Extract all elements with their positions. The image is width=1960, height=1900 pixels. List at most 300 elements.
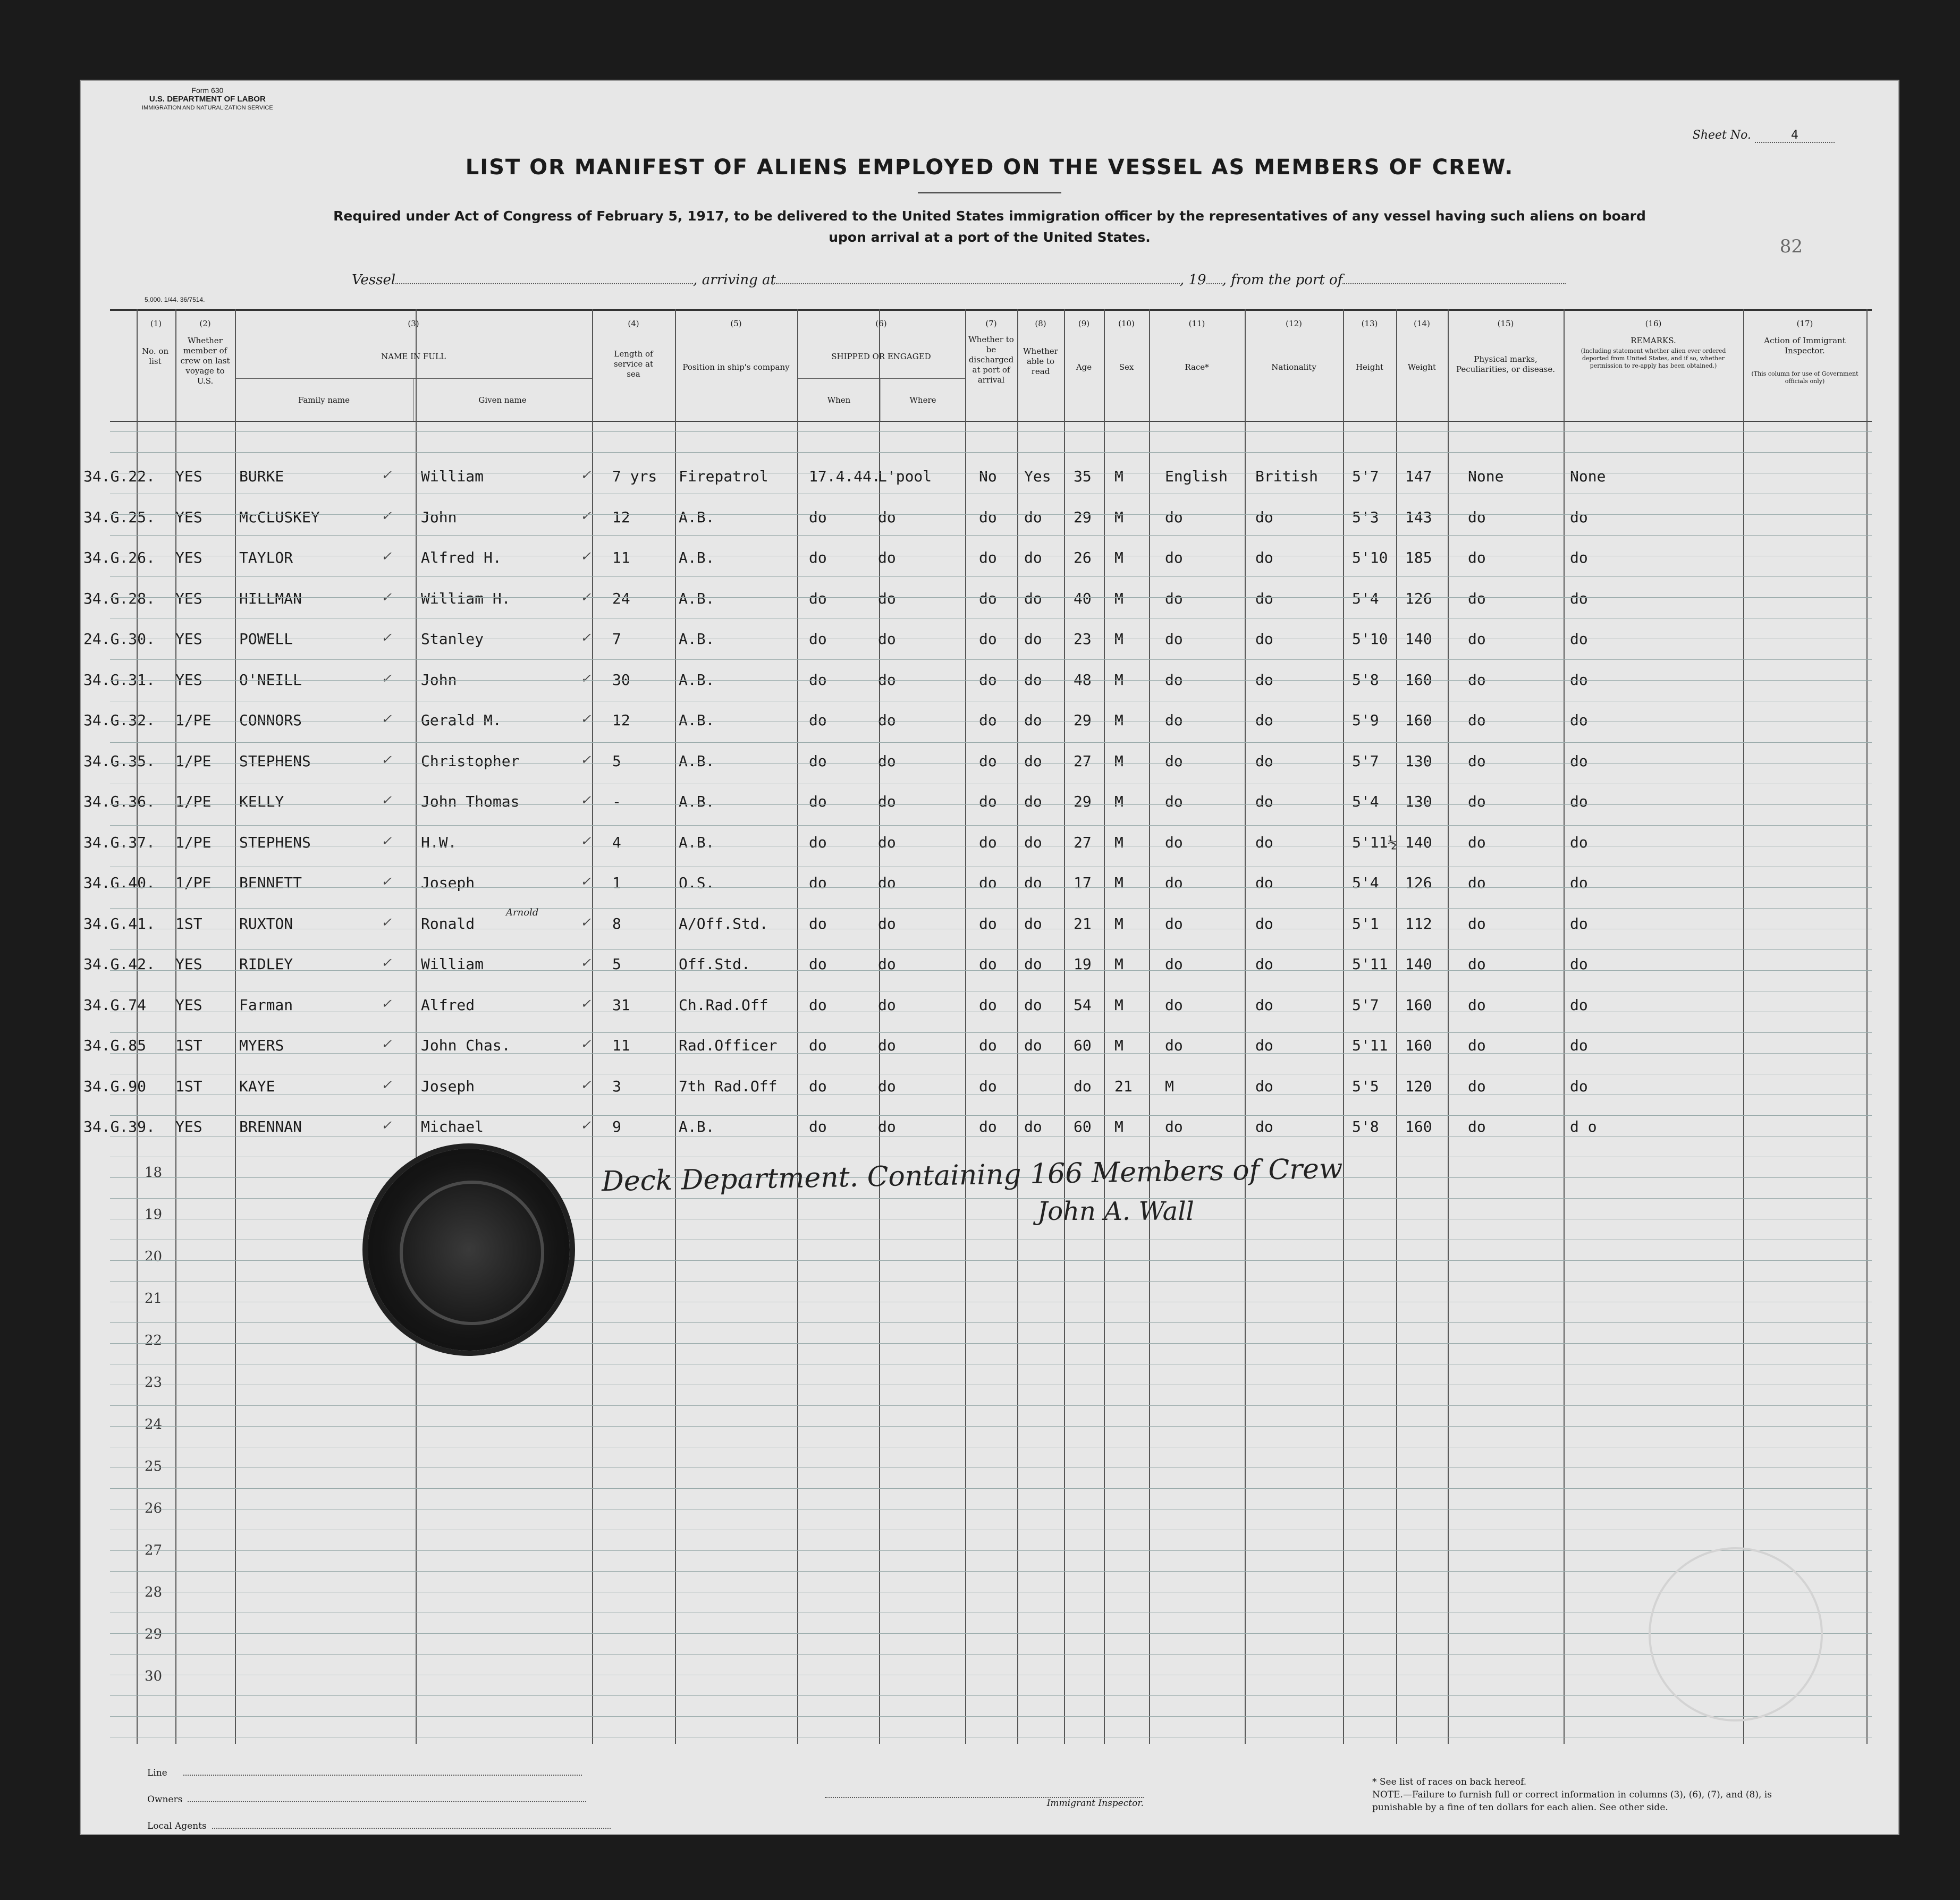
cell-remarks: do — [1570, 914, 1588, 932]
cell-position: A.B. — [679, 549, 715, 566]
cell-crew: 1ST — [175, 1077, 202, 1095]
ruled-line — [110, 1633, 1872, 1634]
cell-nationality: do — [1255, 752, 1273, 770]
cell-when: do — [809, 833, 827, 851]
seal-inner-ring — [400, 1181, 544, 1325]
page-number: 82 — [1779, 236, 1803, 257]
ruled-line — [110, 535, 1872, 536]
line-number: 30 — [145, 1668, 163, 1684]
cell-crew: YES — [175, 671, 202, 689]
cell-family: BRENNAN — [239, 1118, 302, 1135]
cell-race: do — [1165, 752, 1183, 770]
cell-given: Stanley — [421, 630, 484, 648]
cell-height: 5'7 — [1352, 468, 1379, 485]
cell-where: do — [878, 996, 896, 1014]
line-number: 20 — [145, 1249, 163, 1265]
ruled-line — [110, 1053, 1872, 1054]
cell-race: do — [1165, 793, 1183, 810]
cell-given: Michael — [421, 1118, 484, 1135]
cell-no: 34.G.32. — [83, 711, 155, 729]
check-mark-icon: ✓ — [580, 630, 592, 645]
col-6-where-label: Where — [909, 395, 936, 405]
cell-no: 34.G.74 — [83, 996, 147, 1014]
cell-no: 34.G.37. — [83, 833, 155, 851]
cell-discharged: No — [979, 468, 997, 485]
cell-nationality: do — [1255, 914, 1273, 932]
cell-service: 5 — [612, 955, 621, 973]
check-mark-icon: ✓ — [381, 1037, 392, 1051]
cell-discharged: do — [979, 1037, 997, 1054]
check-mark-icon: ✓ — [381, 1118, 392, 1133]
cell-sex: M — [1114, 833, 1123, 851]
ruled-line — [110, 804, 1872, 805]
col-9-number: (9) — [1078, 319, 1090, 328]
cell-family: STEPHENS — [239, 833, 311, 851]
inspector-signature-line: Immigrant Inspector. — [825, 1797, 1144, 1809]
cell-crew: YES — [175, 468, 202, 485]
check-mark-icon: ✓ — [381, 671, 392, 686]
cell-age: 60 — [1074, 1118, 1092, 1135]
crew-row — [81, 1109, 1898, 1141]
cell-crew: YES — [175, 996, 202, 1014]
cell-height: 5'11 — [1352, 955, 1388, 973]
cell-sex: M — [1114, 711, 1123, 729]
cell-position: A.B. — [679, 793, 715, 810]
col-16-number: (16) — [1645, 319, 1662, 328]
cell-given: Ronald — [421, 914, 475, 932]
cell-service: 30 — [612, 671, 630, 689]
cell-given: John Chas. — [421, 1037, 511, 1054]
department-name: U.S. DEPARTMENT OF LABOR — [149, 95, 266, 104]
cell-age: 17 — [1074, 874, 1092, 892]
cell-service: 3 — [612, 1077, 621, 1095]
ruled-line — [110, 1032, 1872, 1033]
cell-where: do — [878, 752, 896, 770]
cell-family: CONNORS — [239, 711, 302, 729]
line-number: 21 — [145, 1291, 163, 1307]
cell-service: 9 — [612, 1118, 621, 1135]
cell-marks: do — [1468, 914, 1486, 932]
cell-crew: YES — [175, 630, 202, 648]
cell-position: A.B. — [679, 833, 715, 851]
cell-discharged: do — [979, 752, 997, 770]
cell-marks: do — [1468, 1077, 1486, 1095]
cell-where: do — [878, 1118, 896, 1135]
cell-position: A.B. — [679, 589, 715, 607]
ruled-line — [110, 1198, 1872, 1199]
cell-marks: None — [1468, 468, 1504, 485]
cell-nationality: do — [1255, 1037, 1273, 1054]
col-1-number: (1) — [150, 319, 162, 328]
check-mark-icon: ✓ — [580, 955, 592, 970]
cell-when: do — [809, 589, 827, 607]
cell-crew: 1/PE — [175, 711, 212, 729]
cell-given: H.W. — [421, 833, 457, 851]
cell-no: 34.G.85 — [83, 1037, 147, 1054]
cell-no: 24.G.30. — [83, 630, 155, 648]
ruled-line — [110, 1571, 1872, 1572]
check-mark-icon: ✓ — [381, 833, 392, 849]
cell-discharged: do — [979, 874, 997, 892]
cell-weight: 140 — [1405, 630, 1432, 648]
cell-discharged: do — [979, 914, 997, 932]
cell-given: Alfred H. — [421, 549, 502, 566]
cell-read: do — [1024, 874, 1042, 892]
cell-weight: 147 — [1405, 468, 1432, 485]
cell-read: do — [1024, 671, 1042, 689]
cell-age: 29 — [1074, 711, 1092, 729]
footer-note: * See list of races on back hereof. NOTE.—Failure to furnish full or correct information in columns (3), (6), (7), and (8), is punishable by a fine of ten dollars for each alien. See other side. — [1372, 1777, 1772, 1813]
cell-sex: 21 — [1114, 1077, 1133, 1095]
cell-height: 5'11 — [1352, 1037, 1388, 1054]
cell-discharged: do — [979, 793, 997, 810]
crew-row — [81, 906, 1898, 938]
col-10-number: (10) — [1118, 319, 1135, 328]
cell-where: do — [878, 874, 896, 892]
cell-age: 54 — [1074, 996, 1092, 1014]
cell-age: 60 — [1074, 1037, 1092, 1054]
cell-marks: do — [1468, 549, 1486, 566]
cell-nationality: do — [1255, 549, 1273, 566]
cell-race: do — [1165, 711, 1183, 729]
check-mark-icon: ✓ — [580, 996, 592, 1011]
cell-when: do — [809, 671, 827, 689]
cell-age: 27 — [1074, 833, 1092, 851]
cell-sex: M — [1114, 549, 1123, 566]
shipped-subheader-rule — [797, 378, 965, 379]
cell-service: 7 — [612, 630, 621, 648]
cell-family: KELLY — [239, 793, 284, 810]
col-6-label: SHIPPED OR ENGAGED — [831, 352, 931, 361]
name-subheader-rule — [235, 378, 592, 379]
handwritten-annotation: Arnold — [506, 907, 539, 918]
cell-family: BENNETT — [239, 874, 302, 892]
col-9-label: Age — [1076, 362, 1092, 372]
cell-discharged: do — [979, 630, 997, 648]
cell-discharged: do — [979, 508, 997, 526]
cell-no: 34.G.25. — [83, 508, 155, 526]
line-number: 19 — [145, 1207, 163, 1223]
cell-crew: YES — [175, 1118, 202, 1135]
check-mark-icon: ✓ — [580, 1077, 592, 1092]
cell-service: 11 — [612, 1037, 630, 1054]
cell-weight: 160 — [1405, 1037, 1432, 1054]
cell-remarks: do — [1570, 874, 1588, 892]
faint-stamp — [1649, 1547, 1823, 1721]
cell-given: Alfred — [421, 996, 475, 1014]
sheet-number: Sheet No. 4 — [1693, 129, 1835, 143]
col-13-label: Height — [1355, 362, 1384, 372]
cell-position: A/Off.Std. — [679, 914, 768, 932]
line-number: 22 — [145, 1333, 163, 1348]
cell-family: O'NEILL — [239, 671, 302, 689]
col-2-label: Whether member of crew on last voyage to U.S. — [180, 336, 230, 386]
cell-crew: 1ST — [175, 1037, 202, 1054]
cell-given: John — [421, 671, 457, 689]
cell-family: Farman — [239, 996, 293, 1014]
sheet-number-value: 4 — [1755, 129, 1835, 143]
cell-crew: 1/PE — [175, 752, 212, 770]
col-10-label: Sex — [1119, 362, 1134, 372]
cell-discharged: do — [979, 955, 997, 973]
col-7-label: Whether to be discharged at port of arrival — [968, 335, 1014, 385]
ruled-line — [110, 514, 1872, 515]
cell-position: Off.Std. — [679, 955, 750, 973]
cell-when: do — [809, 711, 827, 729]
cell-remarks: do — [1570, 589, 1588, 607]
cell-when: do — [809, 630, 827, 648]
check-mark-icon: ✓ — [580, 671, 592, 686]
cell-weight: 130 — [1405, 793, 1432, 810]
cell-read: do — [1024, 752, 1042, 770]
check-mark-icon: ✓ — [381, 549, 392, 564]
check-mark-icon: ✓ — [580, 508, 592, 523]
cell-crew: YES — [175, 955, 202, 973]
cell-marks: do — [1468, 752, 1486, 770]
col-3-label: NAME IN FULL — [381, 352, 446, 361]
ruled-line — [110, 1654, 1872, 1655]
cell-read: do — [1024, 914, 1042, 932]
check-mark-icon: ✓ — [381, 1077, 392, 1092]
col-8-number: (8) — [1035, 319, 1046, 328]
cell-family: POWELL — [239, 630, 293, 648]
line-number: 29 — [145, 1626, 163, 1642]
crew-row — [81, 663, 1898, 694]
cell-race: M — [1165, 1077, 1174, 1095]
col-3-family-label: Family name — [298, 395, 350, 405]
col-6-number: (6) — [875, 319, 887, 328]
ruled-line — [110, 1488, 1872, 1489]
ruled-line — [110, 908, 1872, 909]
cell-when: do — [809, 1037, 827, 1054]
cell-where: do — [878, 630, 896, 648]
cell-when: do — [809, 1118, 827, 1135]
cell-read: do — [1024, 711, 1042, 729]
line-number: 28 — [145, 1584, 163, 1600]
cell-remarks: do — [1570, 549, 1588, 566]
crew-row — [81, 622, 1898, 654]
crew-row — [81, 947, 1898, 979]
cell-crew: 1/PE — [175, 874, 212, 892]
cell-when: do — [809, 874, 827, 892]
cell-read: do — [1024, 793, 1042, 810]
cell-marks: do — [1468, 508, 1486, 526]
cell-nationality: do — [1255, 1118, 1273, 1135]
check-mark-icon: ✓ — [381, 468, 392, 482]
col-16-note: (Including statement whether alien ever ordered deported from United States, and if so, whether permission to re-apply has been obtained.) — [1581, 347, 1726, 369]
col-15-label: Physical marks, Peculiarities, or disease. — [1456, 354, 1556, 374]
cell-read: do — [1024, 833, 1042, 851]
cell-race: do — [1165, 508, 1183, 526]
cell-weight: 160 — [1405, 996, 1432, 1014]
cell-where: do — [878, 914, 896, 932]
cell-service: 11 — [612, 549, 630, 566]
cell-read: Yes — [1024, 468, 1051, 485]
cell-service: 12 — [612, 711, 630, 729]
cell-service: - — [612, 793, 621, 810]
cell-age: 48 — [1074, 671, 1092, 689]
ruled-line — [110, 742, 1872, 743]
cell-age: 40 — [1074, 589, 1092, 607]
cell-age: 19 — [1074, 955, 1092, 973]
check-mark-icon: ✓ — [381, 630, 392, 645]
col-17-label: Action of Immigrant Inspector. — [1764, 336, 1846, 355]
cell-marks: do — [1468, 833, 1486, 851]
cell-race: do — [1165, 549, 1183, 566]
cell-service: 5 — [612, 752, 621, 770]
cell-height: 5'4 — [1352, 589, 1379, 607]
col-17-note: (This column for use of Government officials only) — [1751, 370, 1858, 385]
col-2-number: (2) — [199, 319, 211, 328]
cell-given: William — [421, 468, 484, 485]
col-3-number: (3) — [408, 319, 419, 328]
footer-local-agents: Local Agents — [147, 1821, 611, 1831]
crew-row — [81, 744, 1898, 776]
cell-remarks: do — [1570, 1037, 1588, 1054]
cell-no: 34.G.36. — [83, 793, 155, 810]
crew-row — [81, 825, 1898, 857]
cell-discharged: do — [979, 1077, 997, 1095]
cell-nationality: do — [1255, 833, 1273, 851]
cell-nationality: do — [1255, 955, 1273, 973]
cell-read: do — [1024, 508, 1042, 526]
print-code: 5,000. 1/44. 36/7514. — [145, 296, 205, 303]
cell-marks: do — [1468, 996, 1486, 1014]
vessel-line: Vessel , arriving at , 19 , from the port of — [352, 272, 1566, 288]
cell-read: do — [1024, 1118, 1042, 1135]
check-mark-icon: ✓ — [580, 793, 592, 808]
cell-height: 5'5 — [1352, 1077, 1379, 1095]
crew-row — [81, 784, 1898, 816]
check-mark-icon: ✓ — [580, 468, 592, 482]
cell-nationality: do — [1255, 508, 1273, 526]
cell-marks: do — [1468, 671, 1486, 689]
cell-weight: 112 — [1405, 914, 1432, 932]
ruled-line — [110, 1716, 1872, 1717]
handwritten-signature: John A. Wall — [1037, 1197, 1194, 1226]
cell-crew: 1/PE — [175, 833, 212, 851]
cell-marks: do — [1468, 1037, 1486, 1054]
footer-owners: Owners — [147, 1794, 586, 1805]
cell-height: 5'4 — [1352, 874, 1379, 892]
cell-nationality: do — [1255, 630, 1273, 648]
col-5-number: (5) — [730, 319, 742, 328]
cell-height: 5'1 — [1352, 914, 1379, 932]
cell-given: William H. — [421, 589, 511, 607]
cell-race: do — [1165, 874, 1183, 892]
cell-height: 5'4 — [1352, 793, 1379, 810]
cell-remarks: do — [1570, 955, 1588, 973]
cell-race: do — [1165, 914, 1183, 932]
cell-sex: M — [1114, 793, 1123, 810]
cell-height: 5'8 — [1352, 671, 1379, 689]
check-mark-icon: ✓ — [381, 914, 392, 930]
cell-where: do — [878, 833, 896, 851]
cell-sex: M — [1114, 914, 1123, 932]
check-mark-icon: ✓ — [381, 955, 392, 970]
cell-read: do — [1024, 630, 1042, 648]
cell-race: do — [1165, 589, 1183, 607]
cell-weight: 140 — [1405, 955, 1432, 973]
col-11-label: Race* — [1185, 362, 1209, 372]
cell-age: 21 — [1074, 914, 1092, 932]
ruled-line — [110, 1550, 1872, 1551]
cell-family: RIDLEY — [239, 955, 293, 973]
cell-where: do — [878, 508, 896, 526]
cell-discharged: do — [979, 671, 997, 689]
cell-position: Ch.Rad.Off — [679, 996, 768, 1014]
cell-discharged: do — [979, 996, 997, 1014]
cell-remarks: do — [1570, 996, 1588, 1014]
ruled-line — [110, 431, 1872, 432]
cell-race: do — [1165, 833, 1183, 851]
cell-age: 35 — [1074, 468, 1092, 485]
table-top-rule — [110, 309, 1872, 311]
check-mark-icon: ✓ — [580, 589, 592, 605]
check-mark-icon: ✓ — [381, 752, 392, 767]
footer-line: Line — [147, 1768, 582, 1778]
cell-weight: 160 — [1405, 1118, 1432, 1135]
cell-given: Joseph — [421, 1077, 475, 1095]
cell-no: 34.G.26. — [83, 549, 155, 566]
cell-when: do — [809, 508, 827, 526]
cell-remarks: do — [1570, 1077, 1588, 1095]
col-12-label: Nationality — [1271, 362, 1316, 372]
crew-row — [81, 459, 1898, 491]
cell-nationality: British — [1255, 468, 1319, 485]
cell-service: 31 — [612, 996, 630, 1014]
cell-marks: do — [1468, 589, 1486, 607]
cell-service: 7 yrs — [612, 468, 657, 485]
cell-crew: YES — [175, 549, 202, 566]
cell-age: 27 — [1074, 752, 1092, 770]
cell-weight: 140 — [1405, 833, 1432, 851]
cell-position: A.B. — [679, 671, 715, 689]
check-mark-icon: ✓ — [580, 1118, 592, 1133]
cell-no: 34.G.40. — [83, 874, 155, 892]
check-mark-icon: ✓ — [381, 589, 392, 605]
col-12-number: (12) — [1286, 319, 1302, 328]
check-mark-icon: ✓ — [580, 874, 592, 889]
cell-nationality: do — [1255, 874, 1273, 892]
cell-nationality: do — [1255, 711, 1273, 729]
cell-sex: M — [1114, 630, 1123, 648]
ruled-line — [110, 949, 1872, 950]
cell-sex: M — [1114, 752, 1123, 770]
cell-sex: M — [1114, 996, 1123, 1014]
col-3-given-label: Given name — [478, 395, 527, 405]
cell-remarks: do — [1570, 752, 1588, 770]
cell-read: do — [1024, 996, 1042, 1014]
col-5-label: Position in ship's company — [682, 362, 790, 372]
col-6-when-label: When — [827, 395, 851, 405]
cell-weight: 126 — [1405, 589, 1432, 607]
cell-no: 34.G.42. — [83, 955, 155, 973]
cell-family: HILLMAN — [239, 589, 302, 607]
cell-remarks: d o — [1570, 1118, 1597, 1135]
ruled-line — [110, 1115, 1872, 1116]
ruled-line — [110, 1343, 1872, 1344]
cell-marks: do — [1468, 711, 1486, 729]
check-mark-icon: ✓ — [580, 711, 592, 726]
cell-height: 5'9 — [1352, 711, 1379, 729]
cell-read: do — [1024, 549, 1042, 566]
col-7-number: (7) — [985, 319, 997, 328]
cell-where: do — [878, 549, 896, 566]
ruled-line — [110, 597, 1872, 598]
cell-discharged: do — [979, 1118, 997, 1135]
cell-age: 29 — [1074, 508, 1092, 526]
